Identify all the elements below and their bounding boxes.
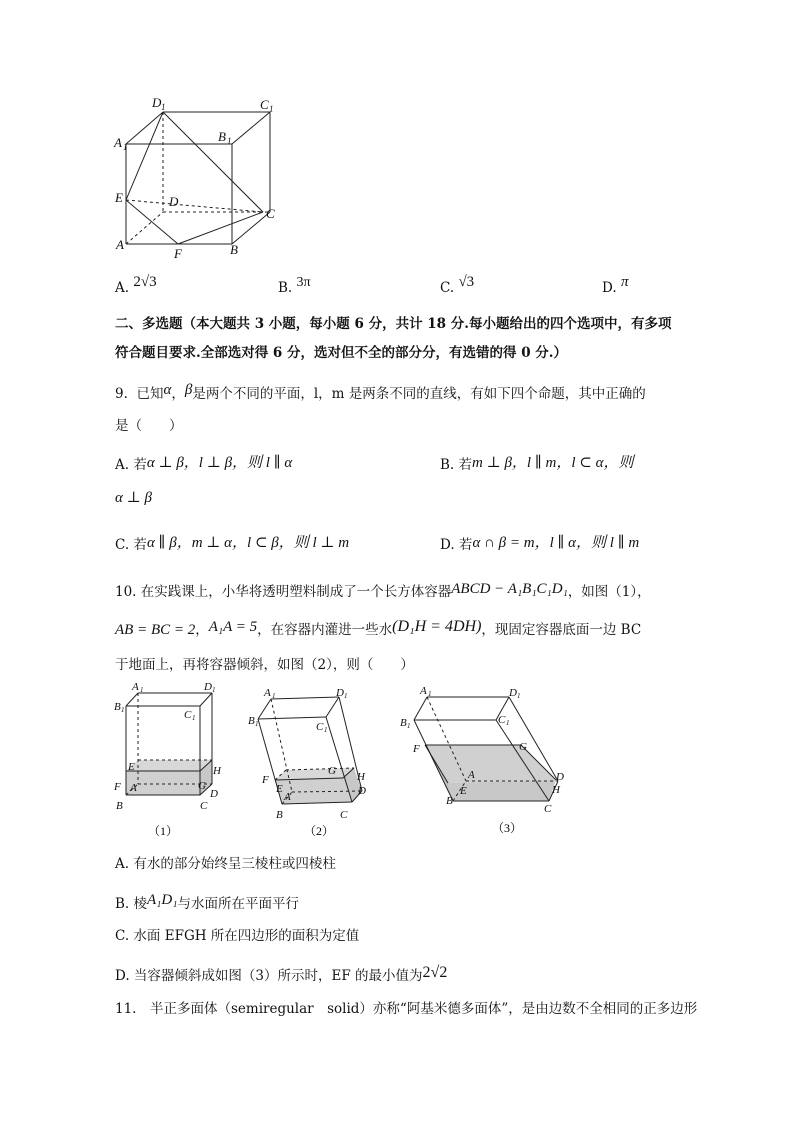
container-figure-3 bbox=[396, 682, 576, 838]
svg-text:D: D bbox=[210, 788, 218, 800]
label-F: F bbox=[174, 246, 182, 261]
svg-text:D: D bbox=[336, 687, 344, 699]
svg-text:1: 1 bbox=[269, 104, 274, 114]
svg-text:1: 1 bbox=[227, 136, 232, 146]
svg-text:C: C bbox=[316, 721, 324, 733]
svg-text:G: G bbox=[519, 741, 527, 753]
svg-text:A: A bbox=[264, 687, 271, 699]
svg-text:C: C bbox=[340, 809, 348, 821]
svg-text:A: A bbox=[420, 685, 427, 697]
svg-text:（1）: （1） bbox=[148, 824, 179, 838]
svg-text:F: F bbox=[262, 774, 269, 786]
q8-option-c: C. √3 bbox=[440, 274, 475, 296]
q10-stem-line3: 于地面上，再将容器倾斜，如图（2），则（ ） bbox=[115, 657, 414, 673]
svg-text:B: B bbox=[276, 809, 283, 821]
q8-option-b: B. 3π bbox=[278, 275, 311, 296]
section2-heading-line2: 符合题目要求.全部选对得 6 分，选对但不全的部分分，有选错的得 0 分.） bbox=[115, 345, 567, 361]
q9-option-a: A. 若α ⊥ β，l ⊥ β，则 l ∥ α bbox=[115, 455, 293, 473]
q11-stem-line1: 11. 半正多面体（semiregular solid）亦称“阿基米德多面体”，是由边数不全相同的正多边形 bbox=[115, 1001, 698, 1017]
svg-text:H: H bbox=[357, 771, 365, 783]
q9-option-b: B. 若m ⊥ β，l ∥ m，l ⊂ α，则 bbox=[440, 455, 634, 473]
q10-option-d: D. 当容器倾斜成如图（3）所示时，EF 的最小值为2√2 bbox=[115, 964, 448, 984]
svg-text:B: B bbox=[248, 715, 255, 727]
label-D: D bbox=[169, 194, 179, 209]
svg-text:1: 1 bbox=[324, 726, 328, 734]
svg-text:（3）: （3） bbox=[492, 821, 523, 835]
svg-text:C: C bbox=[200, 800, 208, 812]
svg-text:1: 1 bbox=[407, 722, 411, 730]
q8-option-d: D. π bbox=[602, 274, 629, 296]
svg-text:1: 1 bbox=[161, 102, 166, 112]
svg-text:A: A bbox=[130, 782, 137, 794]
svg-text:1: 1 bbox=[192, 714, 196, 722]
q10-option-b: B. 棱A₁D₁与水面所在平面平行 bbox=[115, 892, 299, 912]
svg-text:1: 1 bbox=[121, 706, 125, 714]
q10-stem-line2: AB = BC = 2，A₁A = 5，在容器内灌进一些水(D₁H = 4DH)，现固定容器底面一边 BC bbox=[115, 618, 642, 638]
svg-text:D: D bbox=[358, 785, 366, 797]
svg-text:D: D bbox=[556, 771, 564, 783]
container-figure-2 bbox=[244, 684, 384, 838]
label-C: C bbox=[266, 206, 275, 221]
svg-text:D: D bbox=[204, 681, 212, 693]
svg-text:C: C bbox=[498, 714, 506, 726]
svg-text:1: 1 bbox=[140, 686, 144, 694]
q8-option-a: A. 2√3 bbox=[115, 274, 157, 296]
svg-text:1: 1 bbox=[517, 692, 521, 700]
q9-option-d: D. 若α ∩ β = m，l ∥ α，则 l ∥ m bbox=[440, 535, 640, 553]
svg-text:B: B bbox=[400, 717, 407, 729]
label-C1: C bbox=[260, 97, 269, 112]
svg-text:（2）: （2） bbox=[304, 824, 335, 838]
svg-text:G: G bbox=[198, 780, 206, 792]
svg-text:1: 1 bbox=[344, 692, 348, 700]
svg-text:C: C bbox=[544, 803, 552, 815]
svg-text:F: F bbox=[413, 743, 420, 755]
svg-text:A: A bbox=[284, 791, 291, 803]
label-B: B bbox=[230, 242, 238, 257]
svg-text:D: D bbox=[509, 687, 517, 699]
label-A1: A bbox=[114, 135, 122, 150]
svg-text:E: E bbox=[128, 761, 135, 773]
svg-text:1: 1 bbox=[212, 686, 216, 694]
svg-text:1: 1 bbox=[428, 690, 432, 698]
svg-text:H: H bbox=[213, 765, 221, 777]
svg-text:H: H bbox=[552, 784, 560, 796]
label-E: E bbox=[115, 190, 123, 205]
cube-figure bbox=[108, 92, 288, 264]
q10-option-c: C. 水面 EFGH 所在四边形的面积为定值 bbox=[115, 928, 360, 944]
svg-text:A: A bbox=[468, 769, 475, 781]
svg-text:A: A bbox=[132, 681, 139, 693]
q10-option-a: A. 有水的部分始终呈三棱柱或四棱柱 bbox=[115, 856, 336, 872]
svg-text:B: B bbox=[446, 795, 453, 807]
section2-heading-line1: 二、多选题（本大题共 3 小题，每小题 6 分，共计 18 分.每小题给出的四个选项中，有多项 bbox=[115, 316, 672, 332]
q9-option-c: C. 若α ∥ β，m ⊥ α，l ⊂ β，则 l ⊥ m bbox=[115, 535, 350, 553]
svg-text:1: 1 bbox=[255, 720, 259, 728]
svg-text:E: E bbox=[460, 785, 467, 797]
svg-text:C: C bbox=[184, 709, 192, 721]
svg-text:1: 1 bbox=[506, 719, 510, 727]
svg-text:B: B bbox=[116, 800, 123, 812]
svg-text:1: 1 bbox=[123, 142, 128, 152]
svg-text:E: E bbox=[276, 783, 283, 795]
q9-stem-line2: 是（ ） bbox=[115, 418, 183, 434]
q10-stem-line1: 10. 在实践课上，小华将透明塑料制成了一个长方体容器ABCD − A₁B₁C₁D₁，如图（1）， bbox=[115, 581, 651, 600]
label-D1: D bbox=[152, 95, 162, 110]
q9-option-b-cont: α ⊥ β bbox=[115, 490, 152, 506]
svg-text:B: B bbox=[114, 701, 121, 713]
svg-text:G: G bbox=[328, 765, 336, 777]
svg-text:1: 1 bbox=[272, 692, 276, 700]
svg-text:F: F bbox=[114, 781, 121, 793]
container-figure-1 bbox=[112, 678, 224, 838]
label-A: A bbox=[116, 237, 124, 252]
q9-stem: 9. 已知α，β是两个不同的平面，l，m 是两条不同的直线，有如下四个命题，其中正确的 bbox=[115, 382, 646, 402]
label-B1: B bbox=[218, 129, 226, 144]
